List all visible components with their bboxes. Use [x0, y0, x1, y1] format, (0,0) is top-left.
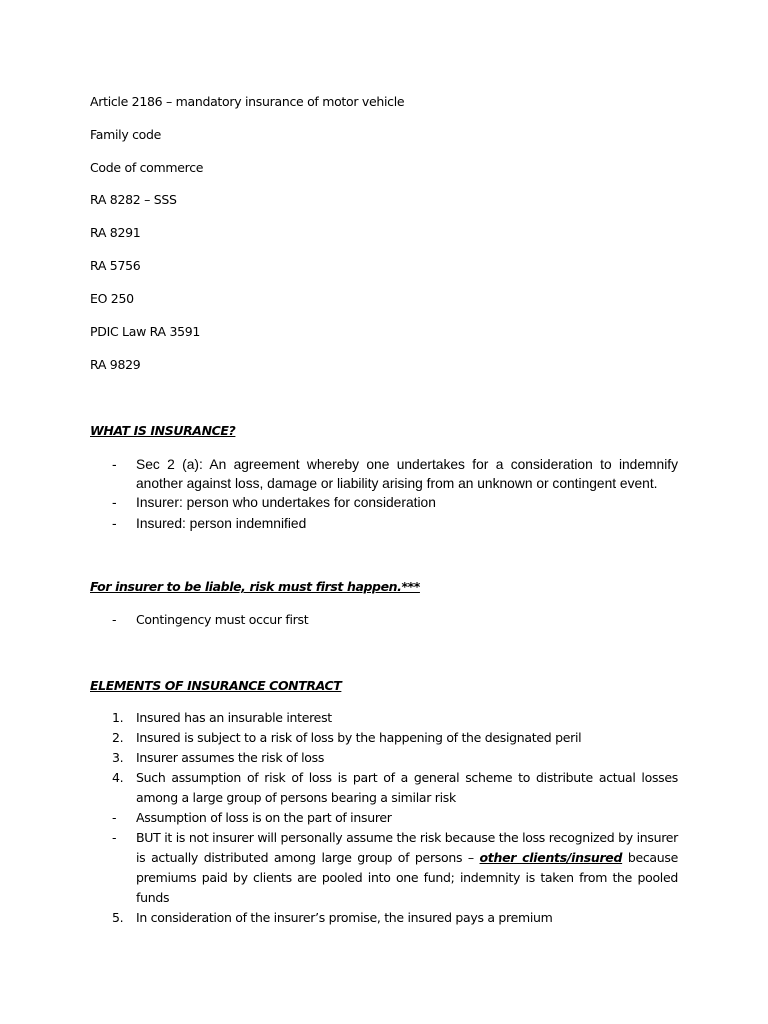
section-heading-insurer-liable: For insurer to be liable, risk must first happen.*** — [90, 579, 420, 594]
list-marker: - — [112, 830, 117, 845]
list-item — [90, 514, 678, 533]
list-marker: - — [112, 810, 117, 825]
law-line: Family code — [90, 127, 162, 142]
list-marker: 5. — [112, 910, 124, 925]
list-item — [90, 808, 678, 828]
list-item — [90, 708, 678, 728]
law-line: RA 8291 — [90, 225, 141, 240]
law-line: RA 8282 – SSS — [90, 192, 177, 207]
section-heading-elements: ELEMENTS OF INSURANCE CONTRACT — [90, 678, 342, 693]
list-item — [90, 828, 678, 908]
list-item — [90, 768, 678, 808]
list-marker: 3. — [112, 750, 124, 765]
dash-marker: - — [112, 516, 117, 531]
list-item-text: Sec 2 (a): An agreement whereby one undertakes for a consideration to indemnify another against loss, damage or liability arising from an unknown or contingent event. — [136, 457, 678, 491]
list-item-text: Insurer: person who undertakes for consideration — [136, 495, 436, 510]
section-heading-what-is-insurance: WHAT IS INSURANCE? — [90, 423, 236, 438]
list-item — [90, 748, 678, 768]
elements-list — [90, 708, 678, 928]
law-line: EO 250 — [90, 291, 134, 306]
list-item — [90, 908, 678, 928]
law-line: PDIC Law RA 3591 — [90, 324, 201, 339]
law-line: Code of commerce — [90, 160, 204, 175]
contingency-list — [90, 610, 678, 630]
list-marker: 1. — [112, 710, 124, 725]
dash-marker: - — [112, 612, 117, 627]
list-item-text: Such assumption of risk of loss is part of a general scheme to distribute actual losses among a large group of persons bearing a similar risk — [136, 770, 678, 805]
list-item-text-after: because premiums paid by clients are pooled into one fund; indemnity is taken from the pooled funds — [136, 850, 679, 905]
dash-marker: - — [112, 457, 117, 472]
law-line: Article 2186 – mandatory insurance of motor vehicle — [90, 94, 405, 109]
list-item — [90, 455, 678, 493]
list-item-text: Insured has an insurable interest — [136, 710, 332, 725]
list-item-text: In consideration of the insurer’s promise, the insured pays a premium — [136, 910, 553, 925]
list-item — [90, 493, 678, 512]
law-line: RA 5756 — [90, 258, 141, 273]
list-item — [90, 728, 678, 748]
list-item-text-before: BUT it is not insurer will personally assume the risk because the loss recognized by insurer is actually distributed among large group of persons – — [136, 830, 678, 865]
list-item-text: Contingency must occur first — [136, 612, 309, 627]
law-line: RA 9829 — [90, 357, 141, 372]
list-item-text: Insurer assumes the risk of loss — [136, 750, 325, 765]
list-item-text: Insured: person indemnified — [136, 516, 307, 531]
list-item — [90, 610, 678, 630]
list-marker: 4. — [112, 770, 124, 785]
definition-list — [90, 455, 678, 533]
list-marker: 2. — [112, 730, 124, 745]
list-item-text: Insured is subject to a risk of loss by the happening of the designated peril — [136, 730, 582, 745]
emphasis-text: other clients/insured — [479, 850, 623, 865]
list-item-text: Assumption of loss is on the part of insurer — [136, 810, 392, 825]
dash-marker: - — [112, 495, 117, 510]
